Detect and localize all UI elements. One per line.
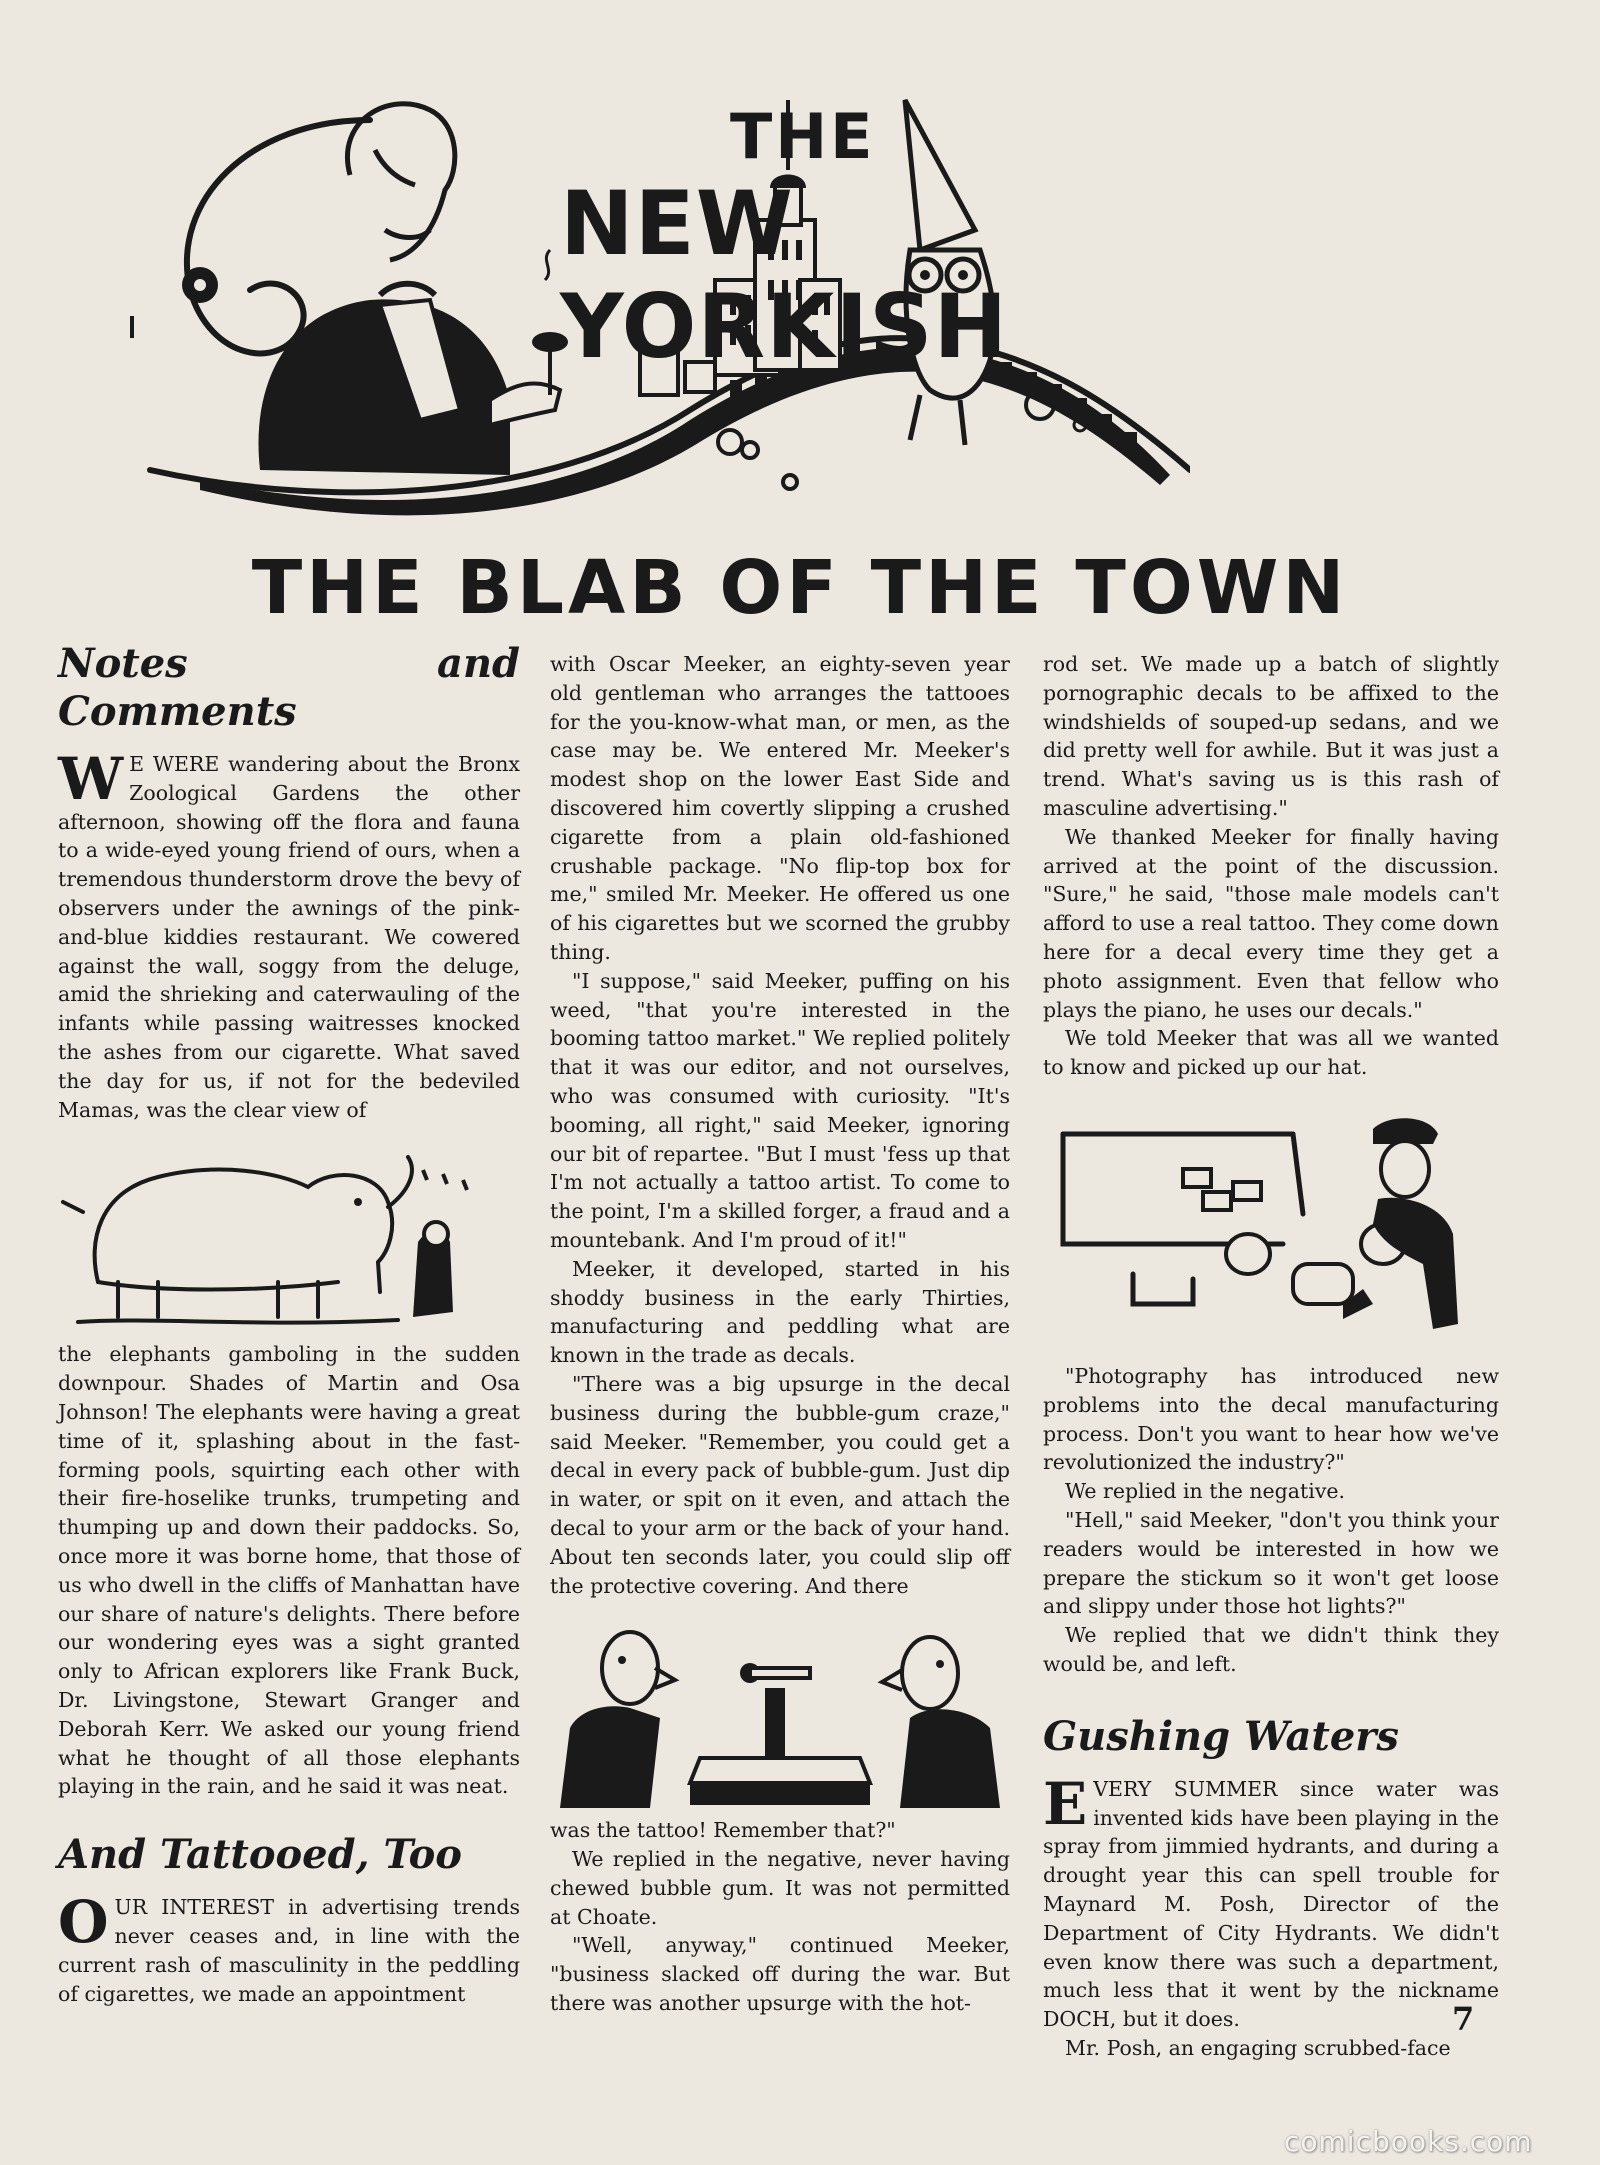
meeker-paragraph-11: "Photography has introduced new problems into the decal manufacturing process. Don't you want to hear how we've revolutionized the industry?" [1043, 1363, 1499, 1475]
tattoo-paragraph-1 [58, 1888, 520, 2008]
meeker-paragraph-12: We replied in the negative. [1065, 1479, 1346, 1504]
column-2 [550, 650, 1010, 2018]
masthead [130, 80, 1190, 550]
meeker-paragraph-1: with Oscar Meeker, an eighty-seven year old gentleman who arranges the tattooes for the you-know-what man, or men, as the case may be. We entered Mr. Meeker's modest shop on the lower East Side and discovered him covertly slipping a crushed cigarette from a plain old-fashioned crushable package. "No flip-top box for me," smiled Mr. Meeker. He offered us one of his cigarettes but we scorned the grubby thing. [550, 652, 1010, 964]
notes-paragraph-1 [58, 745, 520, 1124]
gushing-paragraph-2: Mr. Posh, an engaging scrubbed-face [1065, 2035, 1451, 2060]
notes-paragraph-2: the elephants gamboling in the sudden downpour. Shades of Martin and Osa Johnson! The elephants were having a great time of it, splashing about in the fast-forming pools, squirting each other with their fire-hoselike trunks, trumpeting and thumping up and down their paddocks. So, once more it was borne home, that those of us who dwell in the cliffs of Manhattan have our share of nature's delights. There before our wondering eyes was a sight granted only to African explorers like Frank Buck, Dr. Livingstone, Stewart Granger and Deborah Kerr. We asked our young friend what he thought of all those elephants playing in the rain, and he said it was neat. [58, 1342, 520, 1799]
page-headline: THE BLAB OF THE TOWN [251, 545, 1349, 631]
meeker-paragraph-14: We replied that we didn't think they would be, and left. [1043, 1623, 1499, 1676]
meeker-paragraph-3: Meeker, it developed, started in his shoddy business in the early Thirties, manufacturing and peddling what are known in the trade as decals. [550, 1256, 1010, 1368]
meeker-paragraph-13: "Hell," said Meeker, "don't you think your readers would be interested in how we prepare the stickum so it won't get loose and slippy under those hot lights?" [1043, 1507, 1499, 1619]
elephant-illustration [58, 1132, 520, 1332]
meeker-paragraph-7: "Well, anyway," continued Meeker, "business slacked off during the war. But there was another upsurge with the hot- [550, 1933, 1010, 2016]
drop-cap: W [58, 745, 124, 813]
column-3 [1043, 650, 1499, 2063]
meeker-paragraph-6: We replied in the negative, never having chewed bubble gum. It was not permitted at Choate. [550, 1847, 1010, 1929]
meeker-paragraph-9: We thanked Meeker for finally having arrived at the point of the discussion. "Sure," he said, "those male models can't afford to use a real tattoo. They come down here for a decal every time they get a photo assignment. Even that fellow who plays the piano, he uses our decals." [1043, 824, 1499, 1022]
masthead-the: THE [730, 100, 876, 173]
tattoo-text-1: in advertising trends never ceases and, in line with the current rash of masculinity in the peddling of cigarettes, we made an appointment [58, 1895, 520, 2006]
lead-in: UR INTEREST [114, 1895, 275, 1920]
gushing-paragraph-1 [1043, 1769, 1499, 2034]
lead-in: E WERE [129, 752, 220, 776]
meeker-paragraph-5: was the tattoo! Remember that?" [550, 1818, 896, 1843]
meeker-paragraph-8: rod set. We made up a batch of slightly pornographic decals to be affixed to the windshields of souped-up sedans, and we did pretty well for awhile. But it was just a trend. What's saving us is this rash of masculine advertising." [1043, 652, 1499, 820]
column-1 [58, 640, 520, 2008]
masthead-title: NEW YORKISH [560, 172, 1009, 378]
section-heading-tattooed: And Tattooed, Too [58, 1831, 462, 1879]
meeker-paragraph-2: "I suppose," said Meeker, puffing on his weed, "that you're interested in the booming tattoo market." We replied politely that it was our editor, and not ourselves, who was consumed with curiosity. "It's booming, all right," said Meeker, ignoring our bit of repartee. "But I must 'fess up that I'm not actually a tattoo artist. To come to the point, I'm a skilled forger, a fraud and a mountebank. And I'm proud of it!" [550, 968, 1010, 1252]
watermark: comicbooks.com [1284, 2125, 1533, 2158]
decal-press-illustration [550, 1608, 1010, 1808]
section-heading-gushing: Gushing Waters [1043, 1712, 1399, 1760]
notes-text-1: wandering about the Bronx Zoological Gardens the other afternoon, showing off the flora and fauna to a wide-eyed young friend of ours, when a tremendous thunderstorm drove the bevy of observers under the awnings of the pink-and-blue kiddies restaurant. We cowered against the wall, soggy from the deluge, amid the shrieking and caterwauling of the infants while passing waitresses knocked the ashes from our cigarette. What saved the day for us, if not for the bedeviled Mamas, was the clear view of [58, 752, 520, 1122]
meeker-paragraph-4: "There was a big upsurge in the decal business during the bubble-gum craze," said Meeker. "Remember, you could get a decal in every pack of bubble-gum. Just dip in water, or spit on it even, and attach the decal to your arm or the back of your hand. About ten seconds later, you could slip off the protective covering. And there [550, 1371, 1010, 1598]
drop-cap: E [1043, 1769, 1088, 1838]
section-heading-notes: Notes and Comments [58, 640, 520, 735]
page-number: 7 [1452, 2000, 1475, 2038]
photographer-illustration [1043, 1104, 1499, 1354]
drop-cap: O [58, 1888, 109, 1957]
gushing-text-1: since water was invented kids have been playing in the spray from jimmied hydrants, and during a drought year this can spell trouble for Maynard M. Posh, Director of the Department of City Hydrants. We didn't even know there was such a department, much less that it went by the nickname DOCH, but it does. [1043, 1776, 1499, 2032]
lead-in: VERY SUMMER [1093, 1776, 1278, 1801]
meeker-paragraph-10: We told Meeker that was all we wanted to know and picked up our hat. [1043, 1026, 1499, 1080]
